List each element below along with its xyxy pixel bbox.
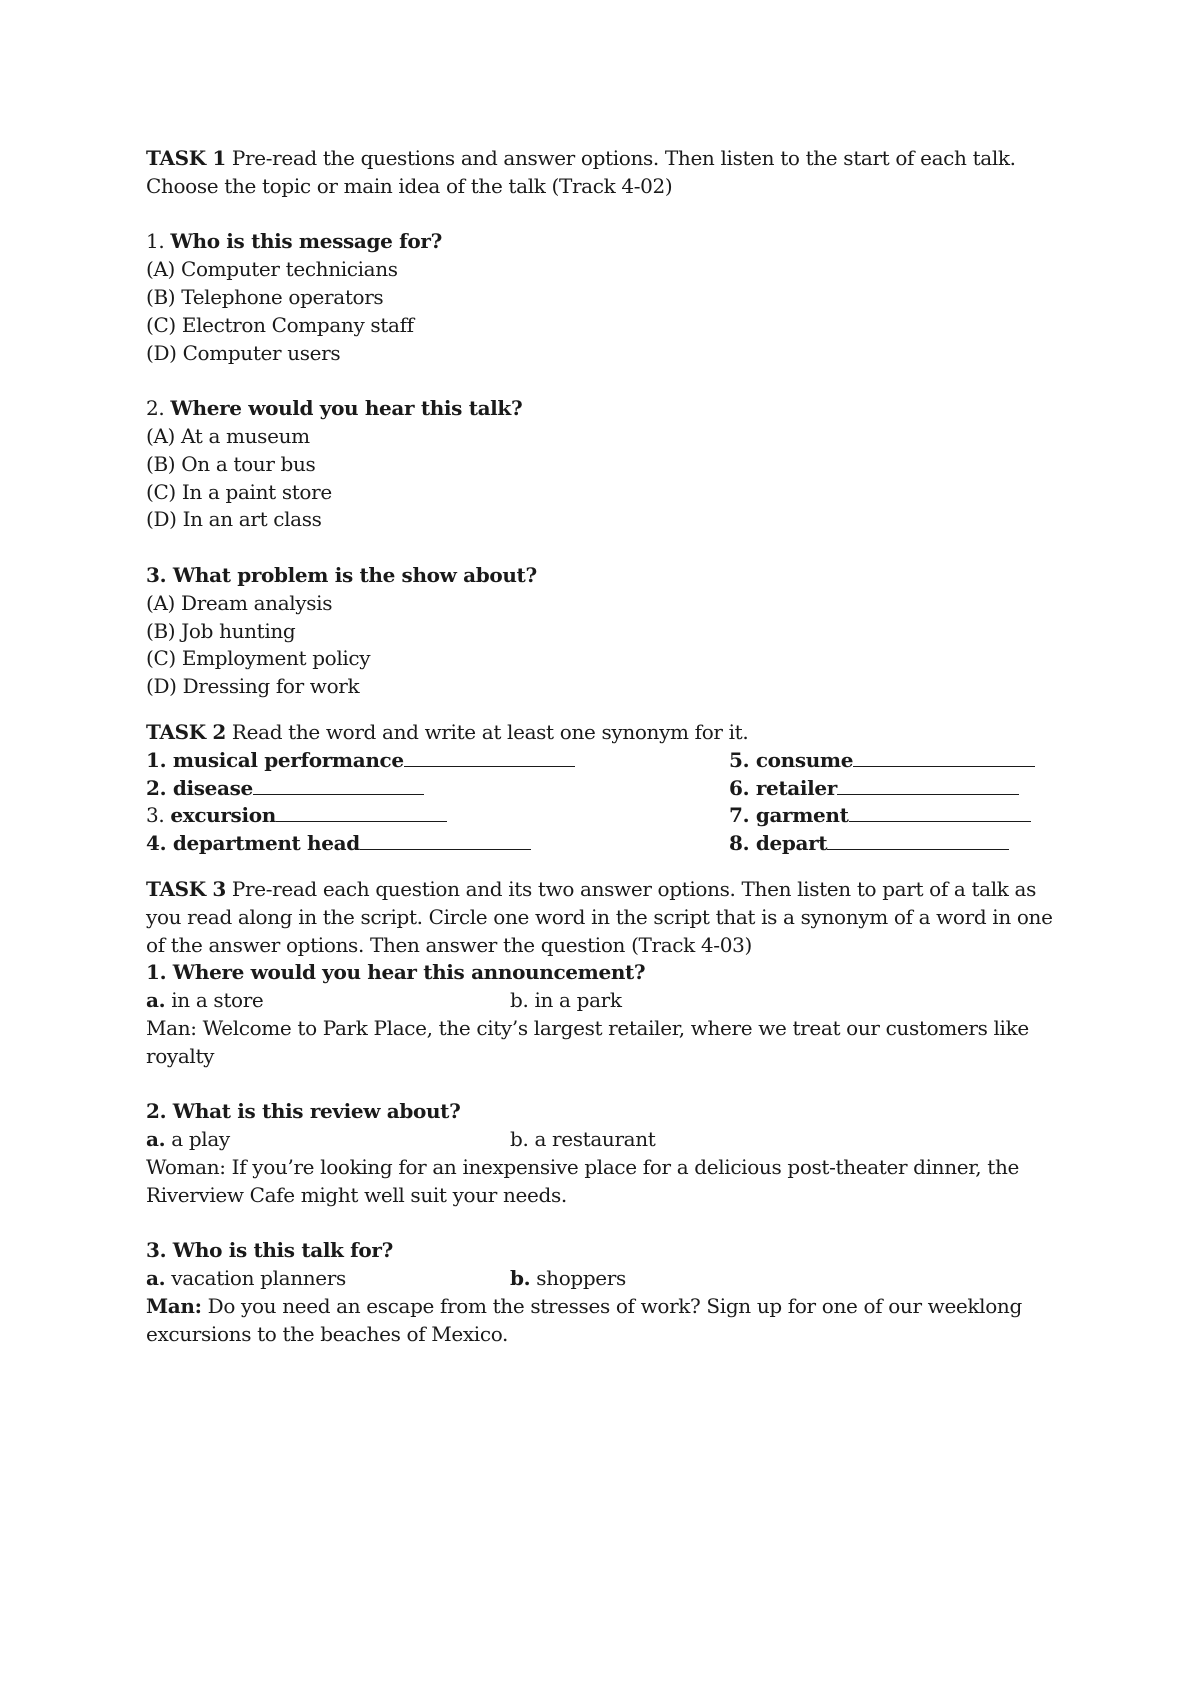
vocab-word: consume <box>755 747 854 772</box>
answer-options <box>146 987 1070 1015</box>
task1-section <box>146 145 1070 701</box>
answer-blank[interactable] <box>837 776 1019 795</box>
answer-option: (C) Employment policy <box>146 646 371 671</box>
answer-option: (A) At a museum <box>146 423 310 448</box>
answer-option: (B) Job hunting <box>146 618 296 643</box>
question-text: Who is this message for? <box>170 229 442 254</box>
answer-option: (D) Dressing for work <box>146 674 360 699</box>
task1-question-1: 1. Who is this message for? (A) Computer technicians (B) Telephone operators (C) Electron Company staff (D) Computer users <box>146 228 1070 367</box>
option-a[interactable]: a. vacation planners <box>146 1266 346 1291</box>
answer-blank[interactable] <box>853 748 1035 767</box>
vocab-word: department head <box>172 831 360 856</box>
task1-question-2: 2. Where would you hear this talk? (A) At a museum (B) On a tour bus (C) In a paint store (D) In an art class <box>146 395 1070 534</box>
option-a[interactable]: a. in a store <box>146 988 264 1013</box>
answer-option: (C) Electron Company staff <box>146 312 414 337</box>
answer-option: (A) Computer technicians <box>146 257 398 282</box>
task3-item-3 <box>146 1237 1070 1348</box>
synonym-row: 3. excursion 7. garment <box>146 802 1070 830</box>
vocab-word: depart <box>755 831 828 856</box>
answer-options <box>146 1126 1070 1154</box>
option-b[interactable]: b. shoppers <box>510 1266 626 1291</box>
answer-option: (C) In a paint store <box>146 479 332 504</box>
question-text: 3. Who is this talk for? <box>146 1238 393 1263</box>
task1-question-3: 3. What problem is the show about? (A) Dream analysis (B) Job hunting (C) Employment policy (D) Dressing for work <box>146 562 1070 701</box>
answer-blank[interactable] <box>360 831 531 850</box>
task2-heading: TASK 2 <box>146 719 226 744</box>
answer-blank[interactable] <box>827 831 1009 850</box>
task1-instruction-cont: Choose the topic or main idea of the talk (Track 4-02) <box>146 173 673 198</box>
answer-option: (B) On a tour bus <box>146 451 316 476</box>
answer-blank[interactable] <box>404 748 575 767</box>
task1-heading: TASK 1 <box>146 146 226 170</box>
task3-section <box>146 876 1070 1349</box>
task2-section <box>146 719 1070 858</box>
vocab-word: musical performance <box>172 747 404 772</box>
answer-option: (A) Dream analysis <box>146 590 333 615</box>
task3-instruction-cont: of the answer options. Then answer the question (Track 4-03) <box>146 932 752 957</box>
vocab-word: retailer <box>755 775 837 800</box>
script-text: Man: Welcome to Park Place, the city’s largest retailer, where we treat our customers like royalty <box>146 1015 1029 1068</box>
synonym-row: 4. department head 8. depart <box>146 830 1070 858</box>
option-b[interactable]: b. in a park <box>510 988 622 1013</box>
question-text: Where would you hear this talk? <box>170 396 523 421</box>
task3-item-1 <box>146 959 1070 1070</box>
question-text: 1. Where would you hear this announcement? <box>146 960 646 985</box>
answer-option: (D) Computer users <box>146 340 341 365</box>
answer-blank[interactable] <box>276 803 447 822</box>
script-text: Woman: If you’re looking for an inexpensive place for a delicious post-theater dinner, the Riverview Cafe might well suit your needs. <box>146 1154 1019 1207</box>
synonym-row: 1. musical performance 5. consume <box>146 747 1070 775</box>
vocab-word: garment <box>755 803 849 828</box>
answer-blank[interactable] <box>253 776 424 795</box>
option-a[interactable]: a. a play <box>146 1127 230 1152</box>
answer-option: (D) In an art class <box>146 507 322 532</box>
vocab-word: excursion <box>170 803 276 828</box>
script-text: Man: Do you need an escape from the stresses of work? Sign up for one of our weeklong excursions to the beaches of Mexico. <box>146 1293 1022 1346</box>
task3-instruction-cont: you read along in the script. Circle one word in the script that is a synonym of a word in one <box>146 904 1053 929</box>
question-text: 2. What is this review about? <box>146 1099 461 1124</box>
answer-blank[interactable] <box>849 803 1031 822</box>
task2-instruction: TASK 2 Read the word and write at least one synonym for it. <box>146 719 749 744</box>
task1-instruction: TASK 1 Pre-read the questions and answer options. Then listen to the start of each talk. <box>146 146 1016 170</box>
synonym-row: 2. disease 6. retailer <box>146 775 1070 803</box>
question-text: What problem is the show about? <box>172 562 537 587</box>
vocab-word: disease <box>172 775 253 800</box>
option-b[interactable]: b. a restaurant <box>510 1127 656 1152</box>
answer-option: (B) Telephone operators <box>146 284 384 309</box>
task3-item-2 <box>146 1098 1070 1209</box>
task3-heading: TASK 3 <box>146 876 226 901</box>
task3-instruction: TASK 3 Pre-read each question and its two answer options. Then listen to part of a talk as <box>146 876 1037 901</box>
worksheet <box>146 145 1070 1348</box>
answer-options <box>146 1265 1070 1293</box>
